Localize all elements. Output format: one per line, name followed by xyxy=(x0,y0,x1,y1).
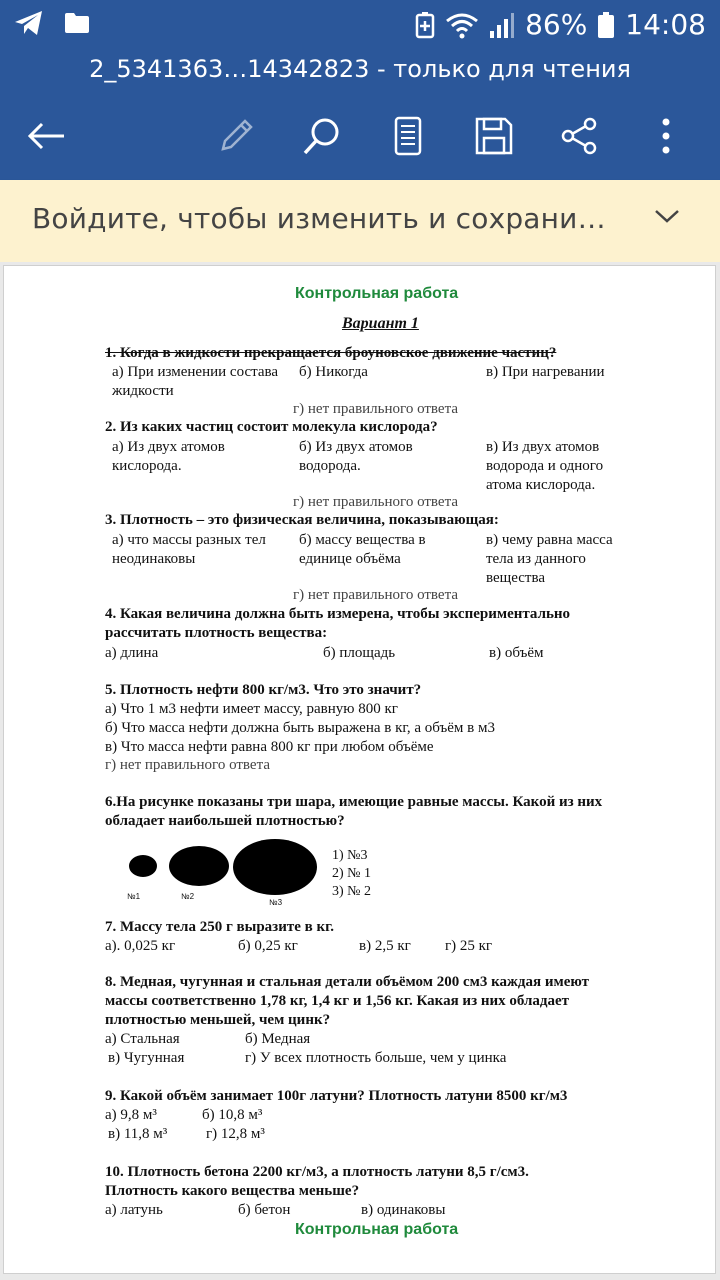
variant-title: Вариант 1 xyxy=(342,315,419,332)
q10-option-b: б) бетон xyxy=(238,1202,291,1218)
reading-view-icon[interactable] xyxy=(380,108,436,164)
q10-question-line1: 10. Плотность бетона 2200 кг/м3, а плотность латуни 8,5 г/см3. xyxy=(105,1164,529,1180)
document-title: 2_5341363…14342823 - только для чтения xyxy=(89,55,631,83)
telegram-icon xyxy=(14,10,44,36)
q3-option-d: г) нет правильного ответа xyxy=(293,587,458,603)
q3-option-c: в) чему равна масса тела из данного вещества xyxy=(486,532,613,586)
q1-option-d: г) нет правильного ответа xyxy=(293,401,458,417)
q2-option-b: б) Из двух атомов водорода. xyxy=(299,439,413,474)
battery-saver-icon xyxy=(415,11,435,39)
q5-option-d: г) нет правильного ответа xyxy=(105,757,270,773)
save-icon[interactable] xyxy=(466,108,522,164)
q9-option-c: в) 11,8 м³ xyxy=(108,1126,168,1142)
q6-question-line1: 6.На рисунке показаны три шара, имеющие равные массы. Какой из них xyxy=(105,794,603,810)
q8-option-d: г) У всех плотность больше, чем у цинка xyxy=(245,1050,507,1066)
q5-question: 5. Плотность нефти 800 кг/м3. Что это значит? xyxy=(105,682,422,698)
share-icon[interactable] xyxy=(551,108,607,164)
ball-2 xyxy=(169,846,229,886)
battery-percent: 86% xyxy=(525,8,588,41)
q1-option-a: а) При изменении состава жидкости xyxy=(112,364,279,399)
wifi-icon xyxy=(445,11,479,39)
signal-icon xyxy=(489,11,515,39)
q3-option-b: б) массу вещества в единице объёма xyxy=(299,532,426,567)
q9-option-d: г) 12,8 м³ xyxy=(206,1126,265,1142)
q3-option-a: а) что массы разных тел неодинаковы xyxy=(112,532,266,567)
q5-option-b: б) Что масса нефти должна быть выражена в кг, а объём в м3 xyxy=(105,720,495,736)
q4-option-a: а) длина xyxy=(105,645,159,661)
document-viewport[interactable] xyxy=(0,262,720,1280)
q1-question: 1. Когда в жидкости прекращается броуновское движение частиц? xyxy=(105,345,557,361)
q8-question-line1: 8. Медная, чугунная и стальная детали объёмом 200 см3 каждая имеют xyxy=(105,974,590,990)
three-balls-figure xyxy=(122,836,322,912)
search-icon[interactable] xyxy=(294,108,350,164)
q8-option-c: в) Чугунная xyxy=(108,1050,185,1066)
q1-option-c: в) При нагревании xyxy=(486,364,605,380)
q4-question-line2: рассчитать плотность вещества: xyxy=(105,625,328,641)
q4-question-line1: 4. Какая величина должна быть измерена, чтобы экспериментально xyxy=(105,606,571,622)
q1-option-b: б) Никогда xyxy=(299,364,368,380)
ball-3-label: №3 xyxy=(269,898,283,907)
banner-message: Войдите, чтобы изменить и сохрани… xyxy=(32,202,606,235)
q7-option-d: г) 25 кг xyxy=(445,938,493,954)
ball-2-label: №2 xyxy=(181,892,195,901)
q9-option-b: б) 10,8 м³ xyxy=(202,1107,263,1123)
clock: 14:08 xyxy=(625,8,706,41)
q6-answer-2: 2) № 1 xyxy=(332,866,372,881)
q5-option-c: в) Что масса нефти равна 800 кг при любом объёме xyxy=(105,739,434,755)
q3-question: 3. Плотность – это физическая величина, показывающая: xyxy=(105,512,499,528)
q10-option-c: в) одинаковы xyxy=(361,1202,446,1218)
q9-option-a: а) 9,8 м³ xyxy=(105,1107,157,1123)
q7-option-c: в) 2,5 кг xyxy=(359,938,411,954)
q4-option-c: в) объём xyxy=(489,645,544,661)
q8-question-line2: массы соответственно 1,78 кг, 1,4 кг и 1,56 кг. Какая из них обладает xyxy=(105,993,570,1009)
q5-option-a: а) Что 1 м3 нефти имеет массу, равную 800 кг xyxy=(105,701,398,717)
chevron-down-icon[interactable] xyxy=(654,208,680,229)
q9-question: 9. Какой объём занимает 100г латуни? Плотность латуни 8500 кг/м3 xyxy=(105,1088,568,1104)
document-footer: Контрольная работа xyxy=(295,1221,459,1238)
q6-answer-1: 1) №3 xyxy=(332,848,368,863)
ball-3 xyxy=(233,839,317,895)
q7-option-b: б) 0,25 кг xyxy=(238,938,298,954)
title-bar xyxy=(0,48,720,180)
q8-option-b: б) Медная xyxy=(245,1031,311,1047)
sign-in-banner[interactable] xyxy=(0,180,720,262)
q2-option-a: а) Из двух атомов кислорода. xyxy=(112,439,225,474)
q7-question: 7. Массу тела 250 г выразите в кг. xyxy=(105,919,334,935)
edit-pencil-icon[interactable] xyxy=(208,108,264,164)
q7-option-a: а). 0,025 кг xyxy=(105,938,176,954)
q4-option-b: б) площадь xyxy=(323,645,396,661)
document-page xyxy=(3,265,716,1274)
document-header: Контрольная работа xyxy=(295,285,459,302)
status-bar xyxy=(0,0,720,48)
q2-option-c: в) Из двух атомов водорода и одного атома кислорода. xyxy=(486,439,604,493)
ball-1-label: №1 xyxy=(127,892,141,901)
back-arrow-icon[interactable] xyxy=(18,108,74,164)
ball-1 xyxy=(129,855,157,877)
q6-answer-3: 3) № 2 xyxy=(332,884,372,899)
folder-icon xyxy=(64,12,90,34)
q10-question-line2: Плотность какого вещества меньше? xyxy=(105,1183,360,1199)
q8-question-line3: плотностью меньшей, чем цинк? xyxy=(105,1012,331,1028)
q6-question-line2: обладает наибольшей плотностью? xyxy=(105,813,345,829)
q10-option-a: а) латунь xyxy=(105,1202,163,1218)
more-icon[interactable] xyxy=(638,108,694,164)
q8-option-a: а) Стальная xyxy=(105,1031,180,1047)
q2-option-d: г) нет правильного ответа xyxy=(293,494,458,510)
toolbar xyxy=(0,108,720,164)
battery-icon xyxy=(597,11,615,39)
q2-question: 2. Из каких частиц состоит молекула кислорода? xyxy=(105,419,438,435)
